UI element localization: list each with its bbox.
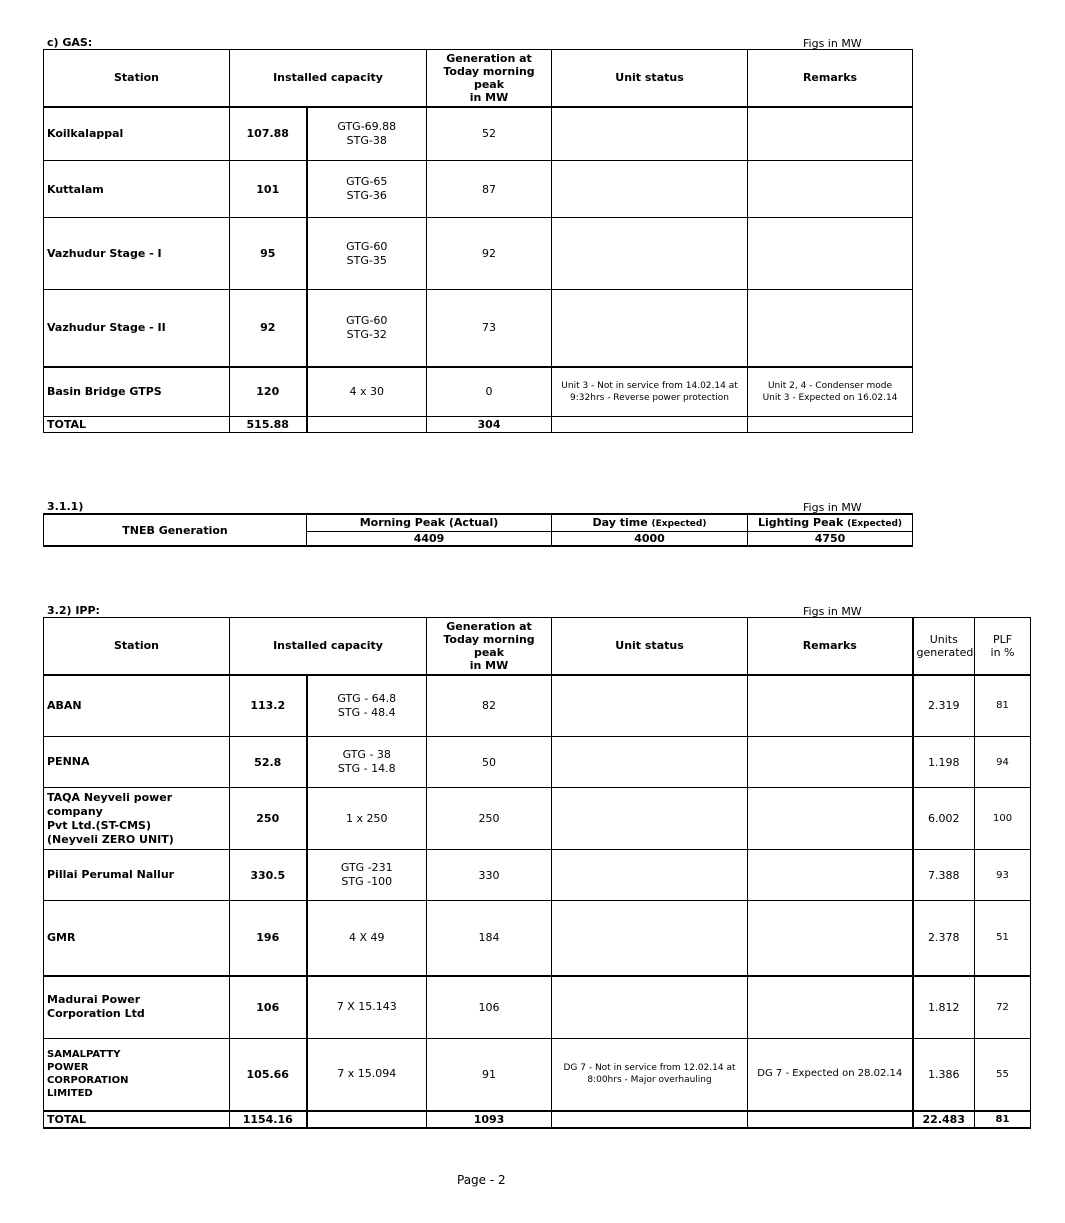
gas-remarks bbox=[748, 218, 913, 290]
ipp-unit-status bbox=[552, 976, 748, 1039]
ipp-unit-status bbox=[552, 737, 748, 788]
ipp-unit-status bbox=[552, 850, 748, 901]
tneb-morning-peak-header: Morning Peak (Actual) bbox=[307, 514, 552, 531]
ipp-remarks bbox=[748, 675, 913, 737]
gas-generation: 0 bbox=[427, 367, 552, 417]
gas-table bbox=[43, 49, 913, 433]
tneb-lighting-peak-sub: (Expected) bbox=[847, 519, 903, 530]
ipp-total-capacity: 1154.16 bbox=[230, 1111, 307, 1128]
ipp-station: GMR bbox=[44, 901, 230, 976]
ipp-total-config bbox=[307, 1111, 427, 1128]
tneb-lighting-peak-value: 4750 bbox=[748, 531, 913, 546]
ipp-row bbox=[44, 788, 1031, 850]
ipp-capacity: 330.5 bbox=[230, 850, 307, 901]
gas-row bbox=[44, 161, 913, 218]
gas-capacity: 101 bbox=[230, 161, 307, 218]
gas-header-unit-status: Unit status bbox=[552, 50, 748, 107]
gas-unit-status bbox=[552, 107, 748, 161]
ipp-capacity: 106 bbox=[230, 976, 307, 1039]
ipp-station: SAMALPATTY POWER CORPORATION LIMITED bbox=[44, 1039, 230, 1111]
gas-header-station: Station bbox=[44, 50, 230, 107]
gas-total-config bbox=[307, 417, 427, 433]
ipp-unit-status: DG 7 - Not in service from 12.02.14 at 8:00hrs - Major overhauling bbox=[552, 1039, 748, 1111]
tneb-label: TNEB Generation bbox=[44, 514, 307, 546]
gas-total-row bbox=[44, 417, 913, 433]
ipp-units: 2.378 bbox=[913, 901, 975, 976]
ipp-config: 4 X 49 bbox=[307, 901, 427, 976]
gas-remarks bbox=[748, 161, 913, 218]
gas-figs-unit: Figs in MW bbox=[803, 37, 862, 50]
ipp-generation: 184 bbox=[427, 901, 552, 976]
ipp-total-units: 22.483 bbox=[913, 1111, 975, 1128]
gas-capacity: 95 bbox=[230, 218, 307, 290]
ipp-config: GTG - 38 STG - 14.8 bbox=[307, 737, 427, 788]
ipp-generation: 106 bbox=[427, 976, 552, 1039]
gas-header-remarks: Remarks bbox=[748, 50, 913, 107]
ipp-row bbox=[44, 737, 1031, 788]
ipp-station: Pillai Perumal Nallur bbox=[44, 850, 230, 901]
ipp-station: ABAN bbox=[44, 675, 230, 737]
gas-station: Vazhudur Stage - II bbox=[44, 290, 230, 367]
ipp-station: PENNA bbox=[44, 737, 230, 788]
ipp-unit-status bbox=[552, 788, 748, 850]
ipp-generation: 250 bbox=[427, 788, 552, 850]
gas-station: Koilkalappal bbox=[44, 107, 230, 161]
ipp-station: TAQA Neyveli power company Pvt Ltd.(ST-CMS) (Neyveli ZERO UNIT) bbox=[44, 788, 230, 850]
gas-config: GTG-69.88 STG-38 bbox=[307, 107, 427, 161]
gas-unit-status bbox=[552, 290, 748, 367]
gas-section-title: c) GAS: bbox=[47, 36, 93, 49]
ipp-capacity: 196 bbox=[230, 901, 307, 976]
gas-row bbox=[44, 218, 913, 290]
ipp-figs-unit: Figs in MW bbox=[803, 605, 862, 618]
gas-unit-status: Unit 3 - Not in service from 14.02.14 at 9:32hrs - Reverse power protection bbox=[552, 367, 748, 417]
gas-header-row bbox=[44, 50, 913, 107]
gas-total-generation: 304 bbox=[427, 417, 552, 433]
gas-total-label: TOTAL bbox=[44, 417, 230, 433]
ipp-capacity: 113.2 bbox=[230, 675, 307, 737]
gas-total-remarks bbox=[748, 417, 913, 433]
ipp-plf: 51 bbox=[975, 901, 1031, 976]
gas-generation: 73 bbox=[427, 290, 552, 367]
ipp-generation: 50 bbox=[427, 737, 552, 788]
tneb-figs-unit: Figs in MW bbox=[803, 501, 862, 514]
ipp-capacity: 105.66 bbox=[230, 1039, 307, 1111]
ipp-header-station: Station bbox=[44, 618, 230, 675]
ipp-generation: 330 bbox=[427, 850, 552, 901]
ipp-remarks bbox=[748, 976, 913, 1039]
ipp-header-remarks: Remarks bbox=[748, 618, 913, 675]
tneb-lighting-peak-label: Lighting Peak bbox=[757, 516, 844, 530]
ipp-units: 2.319 bbox=[913, 675, 975, 737]
ipp-remarks bbox=[748, 788, 913, 850]
ipp-section-title: 3.2) IPP: bbox=[47, 604, 100, 617]
gas-capacity: 107.88 bbox=[230, 107, 307, 161]
ipp-plf: 72 bbox=[975, 976, 1031, 1039]
gas-station: Vazhudur Stage - I bbox=[44, 218, 230, 290]
ipp-remarks bbox=[748, 901, 913, 976]
gas-generation: 87 bbox=[427, 161, 552, 218]
gas-row bbox=[44, 290, 913, 367]
ipp-plf: 81 bbox=[975, 675, 1031, 737]
page-number: Page - 2 bbox=[457, 1173, 506, 1187]
ipp-header-units: Units generated bbox=[913, 618, 975, 675]
gas-remarks: Unit 2, 4 - Condenser mode Unit 3 - Expected on 16.02.14 bbox=[748, 367, 913, 417]
gas-config: GTG-60 STG-35 bbox=[307, 218, 427, 290]
gas-station: Kuttalam bbox=[44, 161, 230, 218]
ipp-header-installed: Installed capacity bbox=[230, 618, 427, 675]
ipp-units: 1.198 bbox=[913, 737, 975, 788]
gas-config: GTG-60 STG-32 bbox=[307, 290, 427, 367]
ipp-header-generation: Generation at Today morning peak in MW bbox=[427, 618, 552, 675]
gas-capacity: 92 bbox=[230, 290, 307, 367]
ipp-total-plf: 81 bbox=[975, 1111, 1031, 1128]
ipp-plf: 100 bbox=[975, 788, 1031, 850]
tneb-morning-peak-value: 4409 bbox=[307, 531, 552, 546]
tneb-lighting-peak-header bbox=[748, 514, 913, 531]
ipp-plf: 94 bbox=[975, 737, 1031, 788]
gas-row bbox=[44, 367, 913, 417]
gas-total-capacity: 515.88 bbox=[230, 417, 307, 433]
gas-header-generation: Generation at Today morning peak in MW bbox=[427, 50, 552, 107]
tneb-table bbox=[43, 513, 913, 547]
ipp-generation: 91 bbox=[427, 1039, 552, 1111]
ipp-remarks bbox=[748, 737, 913, 788]
ipp-header-unit-status: Unit status bbox=[552, 618, 748, 675]
ipp-units: 1.812 bbox=[913, 976, 975, 1039]
ipp-total-generation: 1093 bbox=[427, 1111, 552, 1128]
ipp-row bbox=[44, 1039, 1031, 1111]
gas-generation: 52 bbox=[427, 107, 552, 161]
tneb-day-time-header bbox=[552, 514, 748, 531]
ipp-header-row bbox=[44, 618, 1031, 675]
ipp-units: 1.386 bbox=[913, 1039, 975, 1111]
ipp-unit-status bbox=[552, 901, 748, 976]
ipp-station: Madurai Power Corporation Ltd bbox=[44, 976, 230, 1039]
ipp-config: GTG - 64.8 STG - 48.4 bbox=[307, 675, 427, 737]
ipp-capacity: 52.8 bbox=[230, 737, 307, 788]
gas-config: 4 x 30 bbox=[307, 367, 427, 417]
ipp-config: 7 X 15.143 bbox=[307, 976, 427, 1039]
tneb-day-time-label: Day time bbox=[592, 516, 648, 530]
ipp-total-remarks bbox=[748, 1111, 913, 1128]
ipp-generation: 82 bbox=[427, 675, 552, 737]
ipp-units: 6.002 bbox=[913, 788, 975, 850]
gas-row bbox=[44, 107, 913, 161]
ipp-remarks bbox=[748, 850, 913, 901]
gas-config: GTG-65 STG-36 bbox=[307, 161, 427, 218]
gas-generation: 92 bbox=[427, 218, 552, 290]
ipp-plf: 93 bbox=[975, 850, 1031, 901]
gas-unit-status bbox=[552, 218, 748, 290]
tneb-section-title: 3.1.1) bbox=[47, 500, 84, 513]
ipp-header-plf: PLF in % bbox=[975, 618, 1031, 675]
ipp-total-label: TOTAL bbox=[44, 1111, 230, 1128]
ipp-total-row bbox=[44, 1111, 1031, 1128]
gas-station: Basin Bridge GTPS bbox=[44, 367, 230, 417]
gas-total-unit-status bbox=[552, 417, 748, 433]
ipp-capacity: 250 bbox=[230, 788, 307, 850]
tneb-header-row bbox=[44, 514, 913, 531]
tneb-day-time-value: 4000 bbox=[552, 531, 748, 546]
ipp-config: 7 x 15.094 bbox=[307, 1039, 427, 1111]
gas-header-installed: Installed capacity bbox=[230, 50, 427, 107]
ipp-config: 1 x 250 bbox=[307, 788, 427, 850]
ipp-units: 7.388 bbox=[913, 850, 975, 901]
ipp-unit-status bbox=[552, 675, 748, 737]
ipp-config: GTG -231 STG -100 bbox=[307, 850, 427, 901]
ipp-row bbox=[44, 675, 1031, 737]
ipp-remarks: DG 7 - Expected on 28.02.14 bbox=[748, 1039, 913, 1111]
gas-remarks bbox=[748, 290, 913, 367]
ipp-row bbox=[44, 976, 1031, 1039]
gas-capacity: 120 bbox=[230, 367, 307, 417]
ipp-plf: 55 bbox=[975, 1039, 1031, 1111]
gas-unit-status bbox=[552, 161, 748, 218]
tneb-day-time-sub: (Expected) bbox=[651, 519, 707, 530]
ipp-total-unit-status bbox=[552, 1111, 748, 1128]
ipp-row bbox=[44, 901, 1031, 976]
ipp-table bbox=[43, 617, 1031, 1129]
gas-remarks bbox=[748, 107, 913, 161]
ipp-row bbox=[44, 850, 1031, 901]
